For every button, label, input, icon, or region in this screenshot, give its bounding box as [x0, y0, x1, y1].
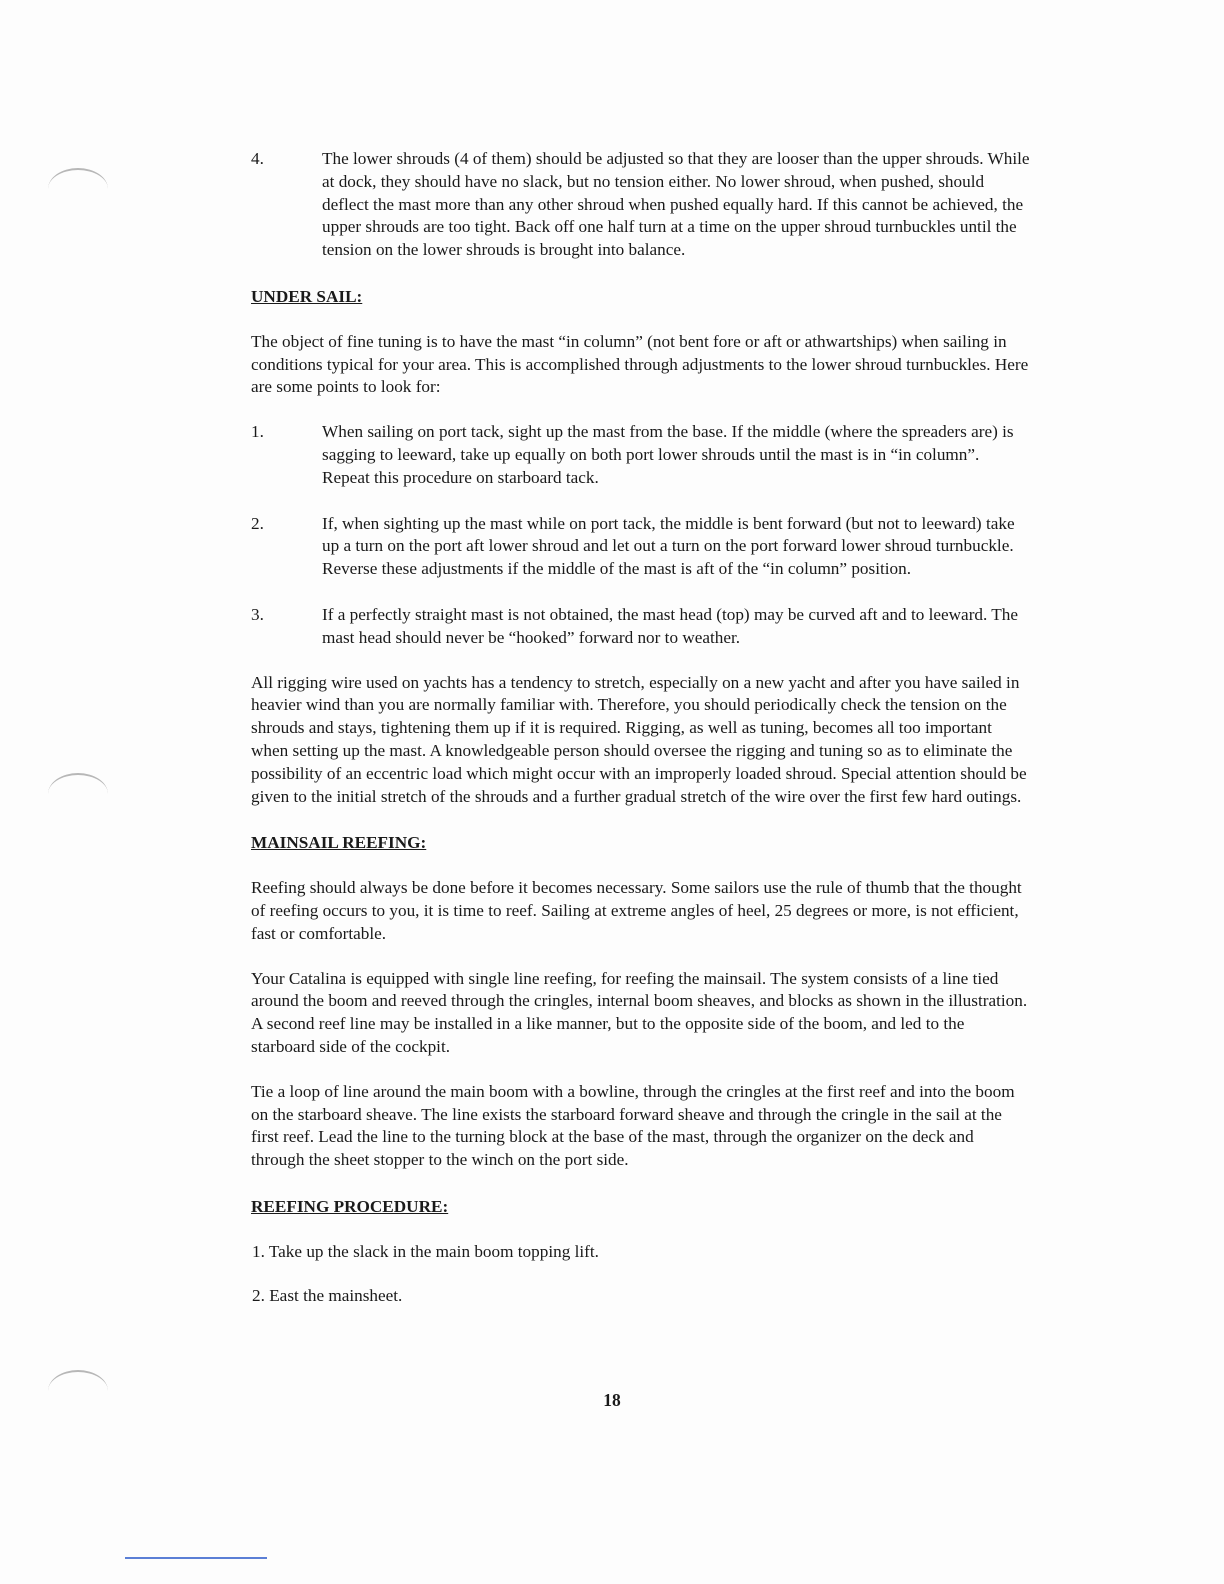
item-number: 2. — [251, 513, 264, 533]
heading-under-sail: UNDER SAIL: — [251, 286, 363, 306]
step-text: The lower shrouds (4 of them) should be adjusted so that they are looser than the upper shrouds. While at dock, they should have no slack, but no tension either. No lower shroud, when pushed, should deflect the mast more than any other shroud when pushed equally hard. If this cannot be achieved, the upper shrouds are too tight. Back off one half turn at a time on the upper shroud turnbuckles until the tension on the lower shrouds is brought into balance. — [322, 149, 1030, 260]
item-number: 1. — [251, 422, 264, 442]
reefing-step-2: 2. East the mainsheet. — [252, 1286, 403, 1306]
item-text: If a perfectly straight mast is not obtained, the mast head (top) may be curved aft and to leeward. The mast head should never be “hooked” forward nor to weather. — [322, 604, 1019, 647]
reefing-step-1: 1. Take up the slack in the main boom topping lift. — [252, 1241, 599, 1261]
rigging-paragraph: All rigging wire used on yachts has a tendency to stretch, especially on a new yacht and after you have sailed in heavier wind than you are normally familiar with. Therefore, you should periodically check the tension on the shrouds and stays, tightening them up if it is required. Rigging, as well as tuning, becomes all too important when setting up the mast. A knowledgeable person should oversee the rigging and tuning so as to eliminate the possibility of an eccentric load which might occur with an improperly loaded shroud. Special attention should be given to the initial stretch of the shrouds and a further gradual stretch of the wire over the first few hard outings. — [251, 672, 1027, 806]
page-number: 18 — [603, 1390, 621, 1410]
step-number: 4. — [251, 149, 264, 168]
under-sail-intro: The object of fine tuning is to have the mast “in column” (not bent fore or aft or athwartships) when sailing in conditions typical for your area. This is accomplished through adjustments to the lower shroud turnbuckles. Here are some points to look for: — [251, 331, 1029, 397]
under-sail-item-3 — [251, 604, 1031, 650]
reefing-paragraph-3: Tie a loop of line around the main boom with a bowline, through the cringles at the first reef and into the boom on the starboard sheave. The line exists the starboard forward sheave and through the cringle in the sail at the first reef. Lead the line to the turning block at the base of the mast, through the organizer on the deck and through the sheet stopper to the winch on the port side. — [251, 1081, 1015, 1170]
bottom-rule — [125, 1557, 267, 1559]
page-body — [251, 148, 1031, 1308]
heading-reefing-procedure: REEFING PROCEDURE: — [251, 1196, 449, 1216]
punch-hole-mark-top — [48, 168, 108, 210]
punch-hole-mark-middle — [48, 773, 108, 815]
heading-mainsail-reefing: MAINSAIL REEFING: — [251, 833, 427, 853]
item-text: If, when sighting up the mast while on port tack, the middle is bent forward (but not to leeward) take up a turn on the port aft lower shroud and let out a turn on the port forward lower shroud turnbuckle. Reverse these adjustments if the middle of the mast is aft of the “in column” position. — [322, 513, 1015, 579]
item-text: When sailing on port tack, sight up the mast from the base. If the middle (where the spreaders are) is sagging to leeward, take up equally on both port lower shrouds until the mast is in “in column”. Repeat this procedure on starboard tack. — [322, 422, 1014, 487]
reefing-paragraph-2: Your Catalina is equipped with single line reefing, for reefing the mainsail. The system consists of a line tied around the boom and reeved through the cringles, internal boom sheaves, and blocks as shown in the illustration. A second reef line may be installed in a like manner, but to the opposite side of the boom, and led to the starboard side of the cockpit. — [251, 968, 1028, 1056]
reefing-paragraph-1: Reefing should always be done before it becomes necessary. Some sailors use the rule of thumb that the thought of reefing occurs to you, it is time to reef. Sailing at extreme angles of heel, 25 degrees or more, is not efficient, fast or comfortable. — [251, 878, 1022, 943]
item-number: 3. — [251, 604, 264, 624]
under-sail-item-1 — [251, 421, 1031, 489]
under-sail-item-2 — [251, 513, 1031, 581]
tuning-step-4 — [251, 148, 1031, 262]
